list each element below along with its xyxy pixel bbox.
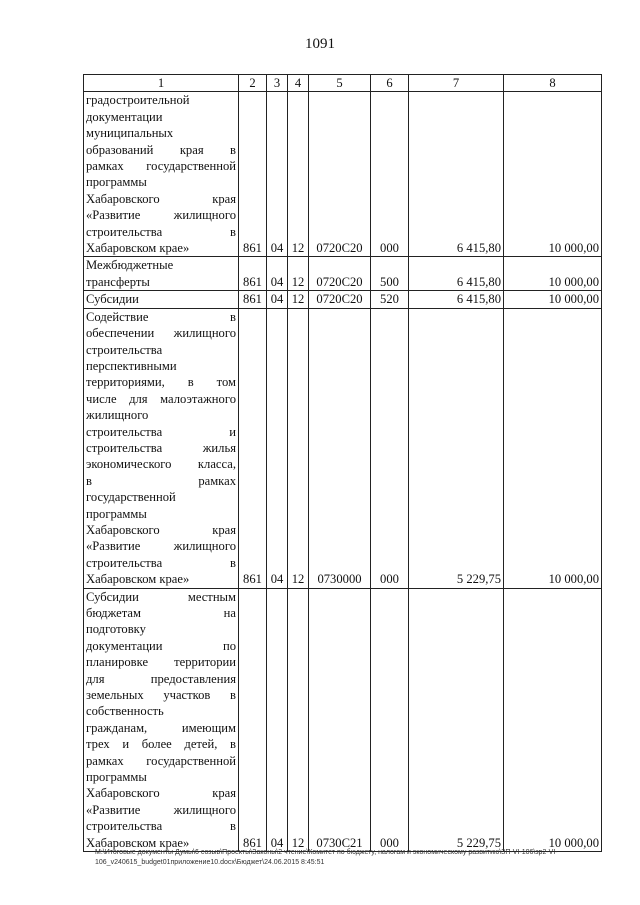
- description-line: строительства: [86, 342, 163, 357]
- description-line: трансферты: [86, 274, 150, 289]
- description-line: «Развитие жилищного: [86, 539, 236, 554]
- target-article-cell: 0720С20: [309, 291, 371, 308]
- ministry-code-cell: 861: [239, 291, 267, 308]
- expense-type-cell: 500: [371, 257, 409, 291]
- description-line: строительства в: [86, 224, 236, 239]
- table-header-row: [84, 75, 602, 92]
- column-header: 8: [504, 75, 602, 92]
- description-line: бюджетам на: [86, 606, 236, 620]
- description-line: подготовку: [86, 622, 146, 637]
- row-description: [84, 291, 239, 308]
- section-code-cell: 04: [267, 291, 288, 308]
- section-code-cell: 04: [267, 588, 288, 852]
- expense-type-cell: 000: [371, 308, 409, 588]
- description-line: документации по: [86, 638, 236, 653]
- section-code-cell: 04: [267, 92, 288, 257]
- row-description: [84, 588, 239, 852]
- footer-path-line: M:\Итоговые документы Думы\6 созыв\Проекты\Законы\2 чтение\Комитет по бюджету, налогам и экономическому развитию\ЗП-VI-106\зр2-VI-: [95, 849, 558, 856]
- description-line: трех и более детей, в: [86, 737, 236, 752]
- description-line: экономического класса,: [86, 457, 236, 472]
- description-line: рамках государственной: [86, 159, 236, 174]
- column-header: 5: [309, 75, 371, 92]
- expense-type-cell: 000: [371, 588, 409, 852]
- description-line: строительства и: [86, 424, 236, 439]
- description-line: программы: [86, 506, 147, 521]
- description-line: «Развитие жилищного: [86, 802, 236, 817]
- ministry-code-cell: 861: [239, 588, 267, 852]
- description-line: рамках государственной: [86, 753, 236, 768]
- column-header: 4: [288, 75, 309, 92]
- description-line: Хабаровского края: [86, 786, 236, 801]
- amount-2015-cell: 6 415,80: [409, 92, 504, 257]
- ministry-code-cell: 861: [239, 257, 267, 291]
- amount-2016-cell: 10 000,00: [504, 291, 602, 308]
- budget-table: [83, 74, 602, 852]
- ministry-code-cell: 861: [239, 308, 267, 588]
- table-row: [84, 291, 602, 308]
- column-header: 7: [409, 75, 504, 92]
- row-description: [84, 92, 239, 257]
- description-line: земельных участков в: [86, 688, 236, 703]
- description-line: в рамках: [86, 473, 236, 488]
- row-description: [84, 308, 239, 588]
- amount-2015-cell: 6 415,80: [409, 291, 504, 308]
- description-line: Хабаровского края: [86, 522, 236, 537]
- subsection-code-cell: 12: [288, 92, 309, 257]
- description-line: строительства в: [86, 819, 236, 834]
- table-row: [84, 92, 602, 257]
- description-line: муниципальных: [86, 126, 174, 141]
- subsection-code-cell: 12: [288, 308, 309, 588]
- description-line: для предоставления: [86, 671, 236, 686]
- column-header: 1: [84, 75, 239, 92]
- description-line: гражданам, имеющим: [86, 720, 236, 735]
- amount-2016-cell: 10 000,00: [504, 588, 602, 852]
- subsection-code-cell: 12: [288, 588, 309, 852]
- target-article-cell: 0730000: [309, 308, 371, 588]
- description-line: Хабаровском крае»: [86, 241, 190, 256]
- description-line: строительства жилья: [86, 440, 236, 455]
- ministry-code-cell: 861: [239, 92, 267, 257]
- amount-2016-cell: 10 000,00: [504, 257, 602, 291]
- column-header: 3: [267, 75, 288, 92]
- description-line: «Развитие жилищного: [86, 208, 236, 223]
- description-line: программы: [86, 770, 147, 785]
- column-header: 2: [239, 75, 267, 92]
- expense-type-cell: 000: [371, 92, 409, 257]
- column-header: 6: [371, 75, 409, 92]
- table-row: [84, 257, 602, 291]
- description-line: образований края в: [86, 142, 236, 157]
- section-code-cell: 04: [267, 308, 288, 588]
- target-article-cell: 0720С20: [309, 257, 371, 291]
- amount-2015-cell: 6 415,80: [409, 257, 504, 291]
- page-number: 1091: [305, 36, 335, 52]
- description-line: территориями, в том: [86, 375, 236, 390]
- description-line: планировке территории: [86, 655, 236, 670]
- description-line: документации: [86, 109, 163, 124]
- document-footer: [95, 848, 615, 868]
- description-line: строительства в: [86, 555, 236, 570]
- description-line: числе для малоэтажного: [86, 391, 236, 406]
- description-line: Хабаровском крае»: [86, 835, 190, 850]
- amount-2015-cell: 5 229,75: [409, 588, 504, 852]
- expense-type-cell: 520: [371, 291, 409, 308]
- description-line: обеспечении жилищного: [86, 326, 236, 341]
- subsection-code-cell: 12: [288, 291, 309, 308]
- description-line: государственной: [86, 490, 176, 505]
- target-article-cell: 0720С20: [309, 92, 371, 257]
- description-line: перспективными: [86, 358, 177, 373]
- table-row: [84, 588, 602, 852]
- footer-path-line: 106_v240615_budget01приложение10.docx\Бюджет\24.06.2015 8:45:51: [95, 859, 325, 866]
- amount-2016-cell: 10 000,00: [504, 92, 602, 257]
- description-line: Содействие в: [86, 309, 236, 324]
- description-line: Хабаровском крае»: [86, 572, 190, 587]
- amount-2016-cell: 10 000,00: [504, 308, 602, 588]
- target-article-cell: 0730С21: [309, 588, 371, 852]
- table-row: [84, 308, 602, 588]
- description-line: Хабаровского края: [86, 191, 236, 206]
- description-line: Межбюджетные: [86, 258, 174, 273]
- amount-2015-cell: 5 229,75: [409, 308, 504, 588]
- description-line: собственность: [86, 704, 164, 719]
- description-line: Субсидии: [86, 292, 139, 307]
- description-line: Субсидии местным: [86, 589, 236, 604]
- row-description: [84, 257, 239, 291]
- description-line: градостроительной: [86, 93, 190, 108]
- subsection-code-cell: 12: [288, 257, 309, 291]
- description-line: программы: [86, 175, 147, 190]
- description-line: жилищного: [86, 408, 149, 423]
- section-code-cell: 04: [267, 257, 288, 291]
